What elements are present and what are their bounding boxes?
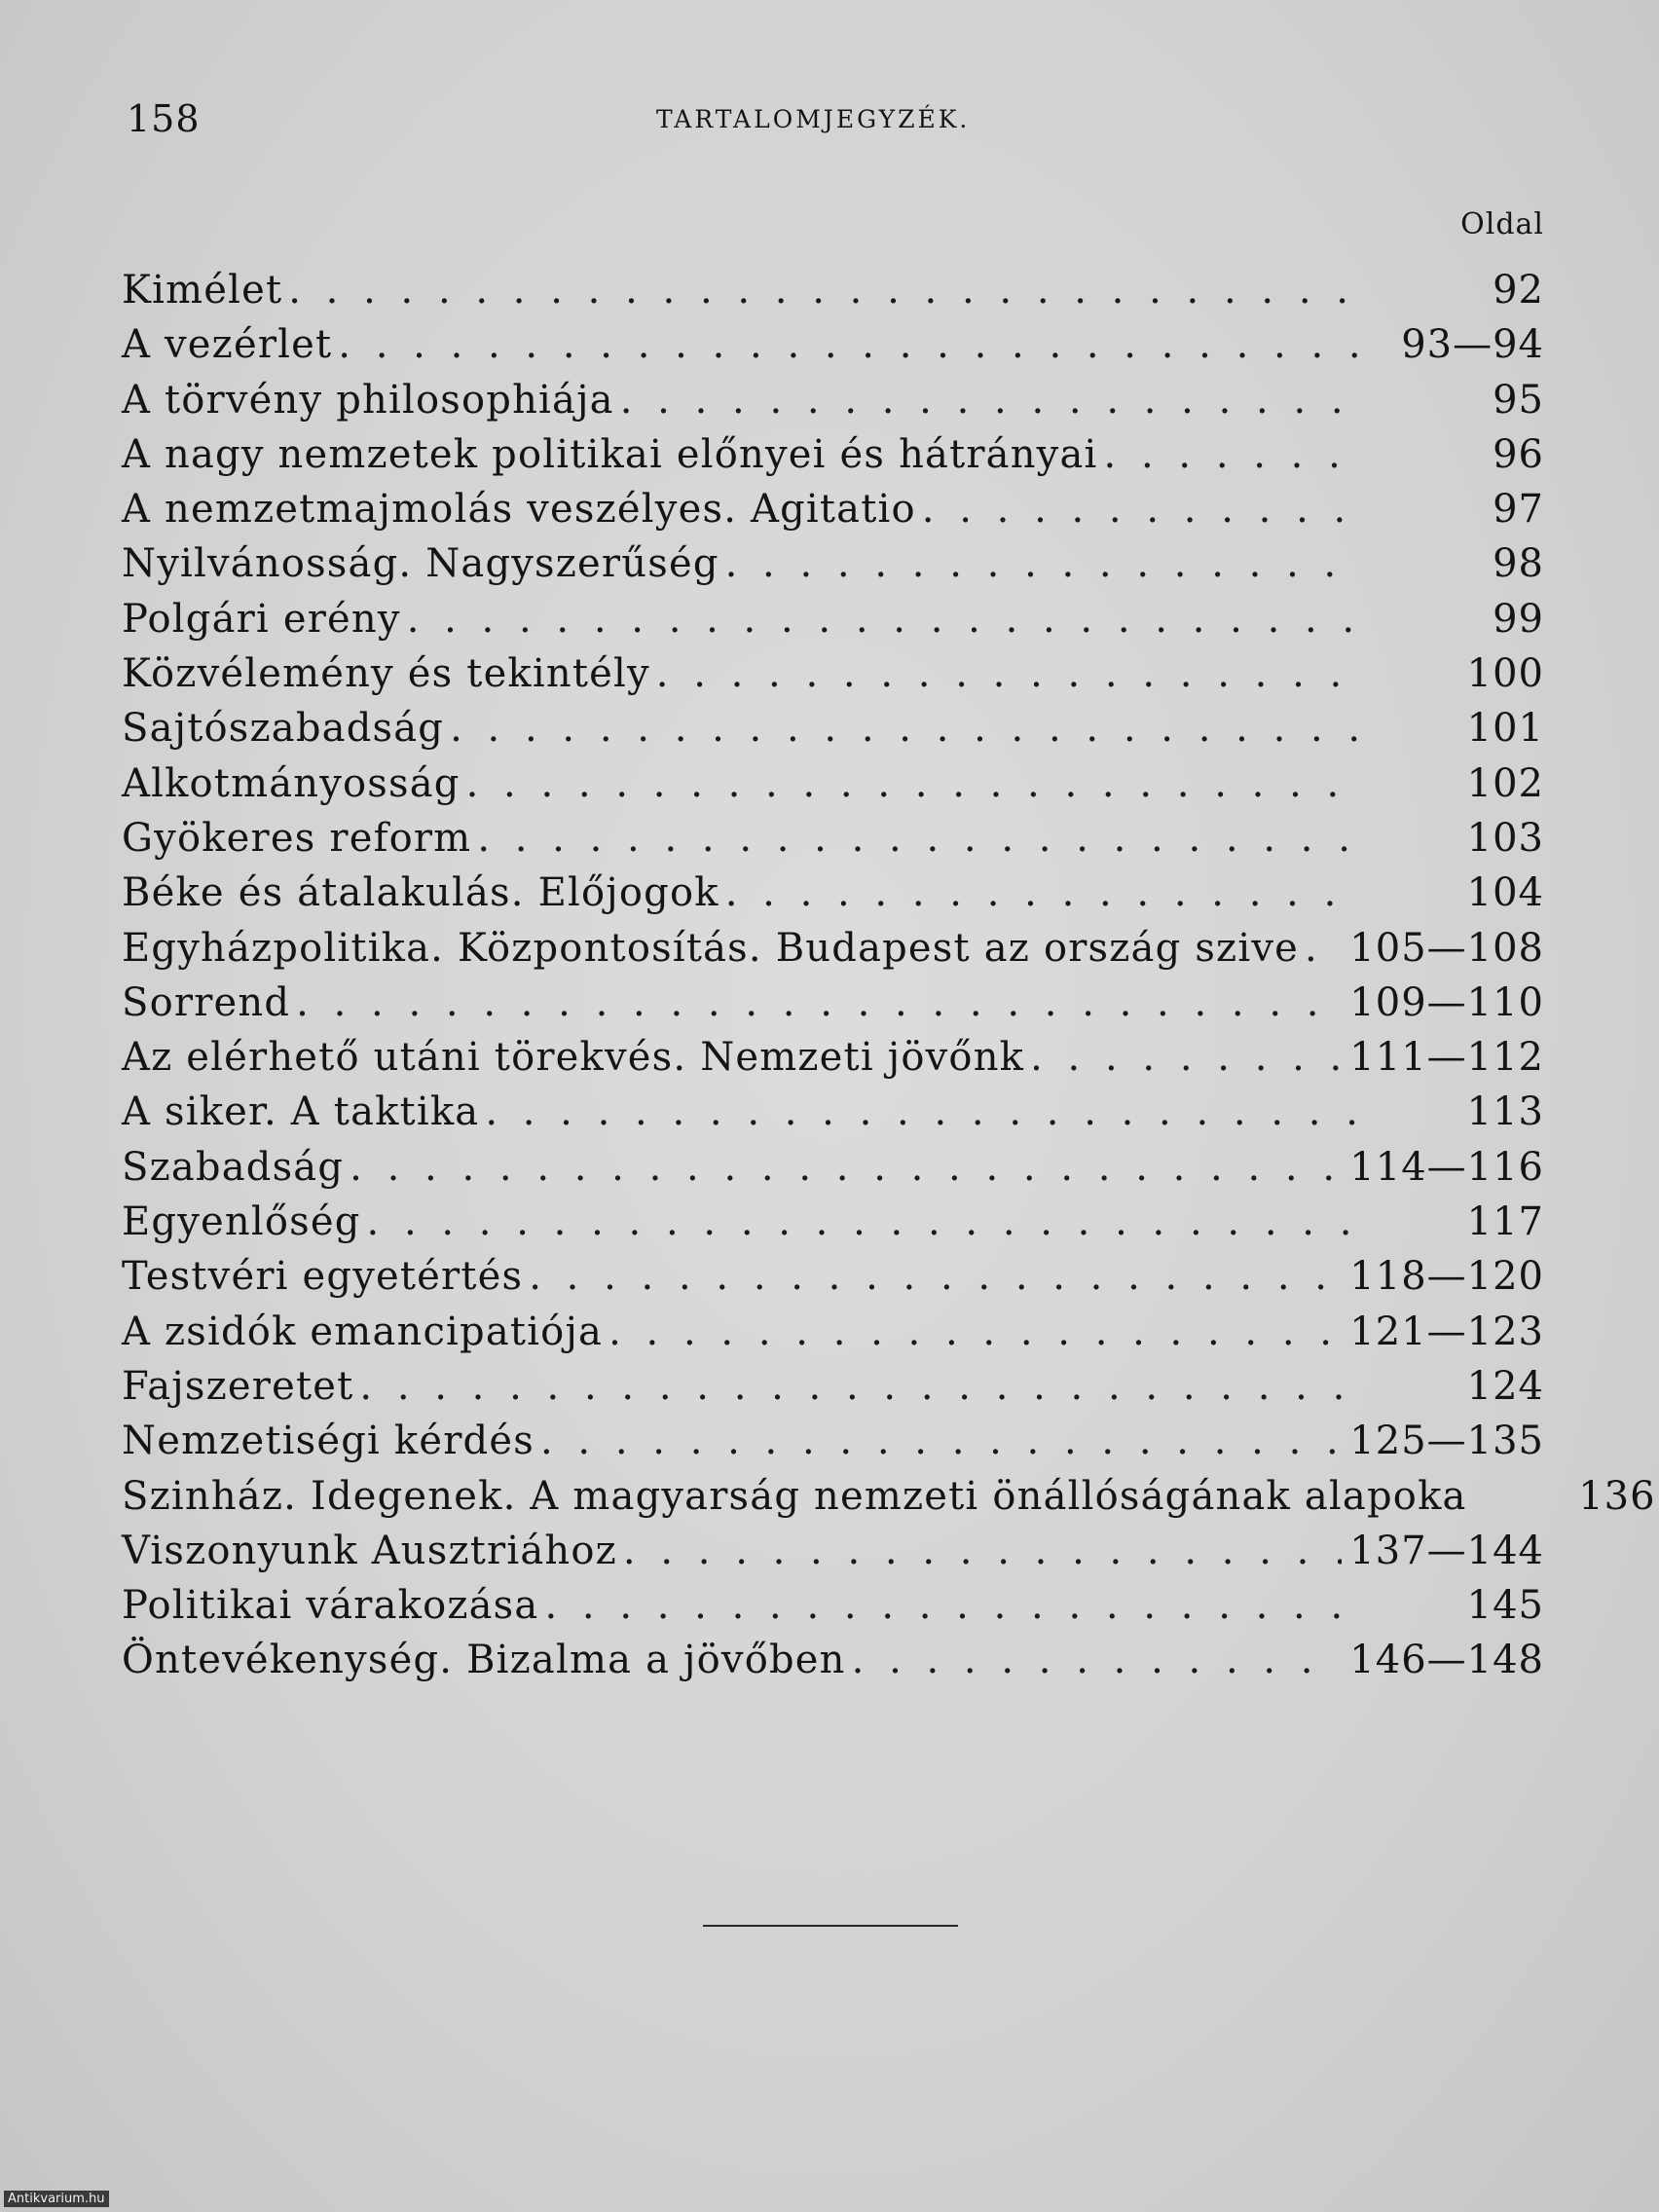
dot-leader <box>725 866 1361 920</box>
toc-entry-title: Az elérhető utáni törekvés. Nemzeti jövőnk <box>122 1035 1025 1081</box>
dot-leader <box>1104 427 1361 482</box>
toc-entry-page: 97 <box>1493 487 1544 533</box>
watermark-label: Antikvarium.hu <box>4 2191 109 2207</box>
toc-entry <box>122 1305 1544 1359</box>
dot-leader <box>922 482 1361 536</box>
toc-entry-page: 113 <box>1466 1089 1544 1135</box>
toc-entry <box>122 1414 1544 1468</box>
dot-leader <box>852 1633 1343 1687</box>
dot-leader <box>1030 1030 1342 1085</box>
dot-leader <box>485 1085 1361 1139</box>
toc-entry <box>122 263 1544 317</box>
toc-entry-page: 104 <box>1466 870 1544 916</box>
dot-leader <box>350 1140 1342 1195</box>
toc-entry-title: A nemzetmajmolás veszélyes. Agitatio <box>122 487 916 533</box>
toc-entry-page: 145 <box>1466 1583 1544 1629</box>
toc-entry <box>122 1469 1656 1524</box>
toc-entry <box>122 866 1544 920</box>
toc-entry-page: 92 <box>1493 268 1544 313</box>
toc-entry <box>122 1249 1544 1304</box>
dot-leader <box>540 1414 1342 1468</box>
dot-leader <box>620 373 1361 427</box>
toc-entry <box>122 1085 1544 1139</box>
toc-entry <box>122 427 1544 482</box>
dot-leader <box>367 1195 1361 1249</box>
toc-entry <box>122 1578 1544 1633</box>
toc-entry-page: 103 <box>1466 815 1544 861</box>
toc-entry-page: 114—116 <box>1349 1144 1544 1190</box>
toc-entry <box>122 1195 1544 1249</box>
dot-leader <box>725 536 1361 591</box>
toc-entry-title: A zsidók emancipatiója <box>122 1309 604 1354</box>
toc-entry <box>122 1633 1544 1687</box>
toc-entry-title: Szabadság <box>122 1144 345 1190</box>
dot-leader <box>608 1305 1342 1359</box>
toc-entry-title: Alkotmányosság <box>122 760 461 806</box>
toc-entry-page: 96 <box>1493 431 1544 477</box>
toc-entry-page: 117 <box>1466 1199 1544 1245</box>
page-number: 158 <box>127 97 201 140</box>
dot-leader <box>338 317 1361 372</box>
toc-entry-title: Öntevékenység. Bizalma a jövőben <box>122 1638 846 1683</box>
dot-leader <box>466 756 1361 811</box>
toc-entry-page: 146—148 <box>1349 1638 1544 1683</box>
toc-entry <box>122 1140 1544 1195</box>
toc-entry-page: 121—123 <box>1349 1309 1544 1354</box>
toc-entry-title: Kimélet <box>122 268 283 313</box>
dot-leader <box>1305 921 1342 976</box>
toc-entry <box>122 1030 1544 1085</box>
toc-entry-title: Fajszeretet <box>122 1363 354 1409</box>
page-column-label: Oldal <box>1460 207 1544 241</box>
toc-entry <box>122 482 1544 536</box>
toc-entry-page: 93—94 <box>1401 322 1544 368</box>
toc-entry <box>122 317 1544 372</box>
dot-leader <box>359 1359 1361 1414</box>
toc-entry-page: 109—110 <box>1349 979 1544 1025</box>
toc-entry-page: 118—120 <box>1349 1254 1544 1300</box>
toc-entry-title: Politikai várakozása <box>122 1583 539 1629</box>
toc-entry <box>122 373 1544 427</box>
dot-leader <box>477 811 1361 866</box>
dot-leader <box>450 701 1361 756</box>
table-of-contents <box>122 263 1656 1688</box>
toc-entry-title: Szinház. Idegenek. A magyarság nemzeti önállóságának alapoka <box>122 1473 1467 1519</box>
toc-entry-page: 101 <box>1466 706 1544 752</box>
dot-leader <box>288 263 1361 317</box>
toc-entry-page: 136 <box>1578 1473 1656 1519</box>
toc-entry-title: Nyilvánosság. Nagyszerűség <box>122 541 719 587</box>
toc-entry-page: 100 <box>1466 651 1544 697</box>
toc-entry-title: Sajtószabadság <box>122 706 445 752</box>
toc-entry-title: Közvélemény és tekintély <box>122 651 650 697</box>
dot-leader <box>623 1524 1342 1578</box>
toc-entry-title: Viszonyunk Ausztriához <box>122 1528 617 1573</box>
dot-leader <box>407 592 1361 646</box>
toc-entry <box>122 1524 1544 1578</box>
toc-entry-title: Polgári erény <box>122 596 401 642</box>
toc-entry-title: Egyházpolitika. Központosítás. Budapest az ország szive <box>122 925 1299 971</box>
running-head: TARTALOMJEGYZÉK. <box>656 105 971 133</box>
dot-leader <box>296 976 1342 1030</box>
toc-entry-page: 99 <box>1493 596 1544 642</box>
dot-leader <box>656 646 1361 701</box>
toc-entry-title: A vezérlet <box>122 322 333 368</box>
toc-entry-page: 102 <box>1466 760 1544 806</box>
toc-entry <box>122 1359 1544 1414</box>
end-rule <box>703 1925 958 1927</box>
toc-entry-page: 98 <box>1493 541 1544 587</box>
toc-entry-title: A törvény philosophiája <box>122 377 614 423</box>
dot-leader <box>544 1578 1361 1633</box>
toc-entry <box>122 756 1544 811</box>
toc-entry-title: A siker. A taktika <box>122 1089 480 1135</box>
toc-entry-page: 105—108 <box>1349 925 1544 971</box>
toc-entry-title: Béke és átalakulás. Előjogok <box>122 870 719 916</box>
toc-entry-title: Testvéri egyetértés <box>122 1254 524 1300</box>
toc-entry <box>122 646 1544 701</box>
toc-entry-title: Egyenlőség <box>122 1199 361 1245</box>
toc-entry-title: Nemzetiségi kérdés <box>122 1419 535 1464</box>
toc-entry-title: A nagy nemzetek politikai előnyei és hátrányai <box>122 431 1098 477</box>
toc-entry <box>122 976 1544 1030</box>
toc-entry-page: 125—135 <box>1349 1419 1544 1464</box>
toc-entry <box>122 536 1544 591</box>
toc-entry-page: 95 <box>1493 377 1544 423</box>
toc-entry-title: Gyökeres reform <box>122 815 472 861</box>
toc-entry <box>122 921 1544 976</box>
toc-entry-title: Sorrend <box>122 979 291 1025</box>
toc-entry <box>122 811 1544 866</box>
toc-entry <box>122 701 1544 756</box>
toc-entry <box>122 592 1544 646</box>
toc-entry-page: 137—144 <box>1349 1528 1544 1573</box>
toc-entry-page: 111—112 <box>1349 1035 1544 1081</box>
dot-leader <box>529 1249 1342 1304</box>
toc-entry-page: 124 <box>1466 1363 1544 1409</box>
